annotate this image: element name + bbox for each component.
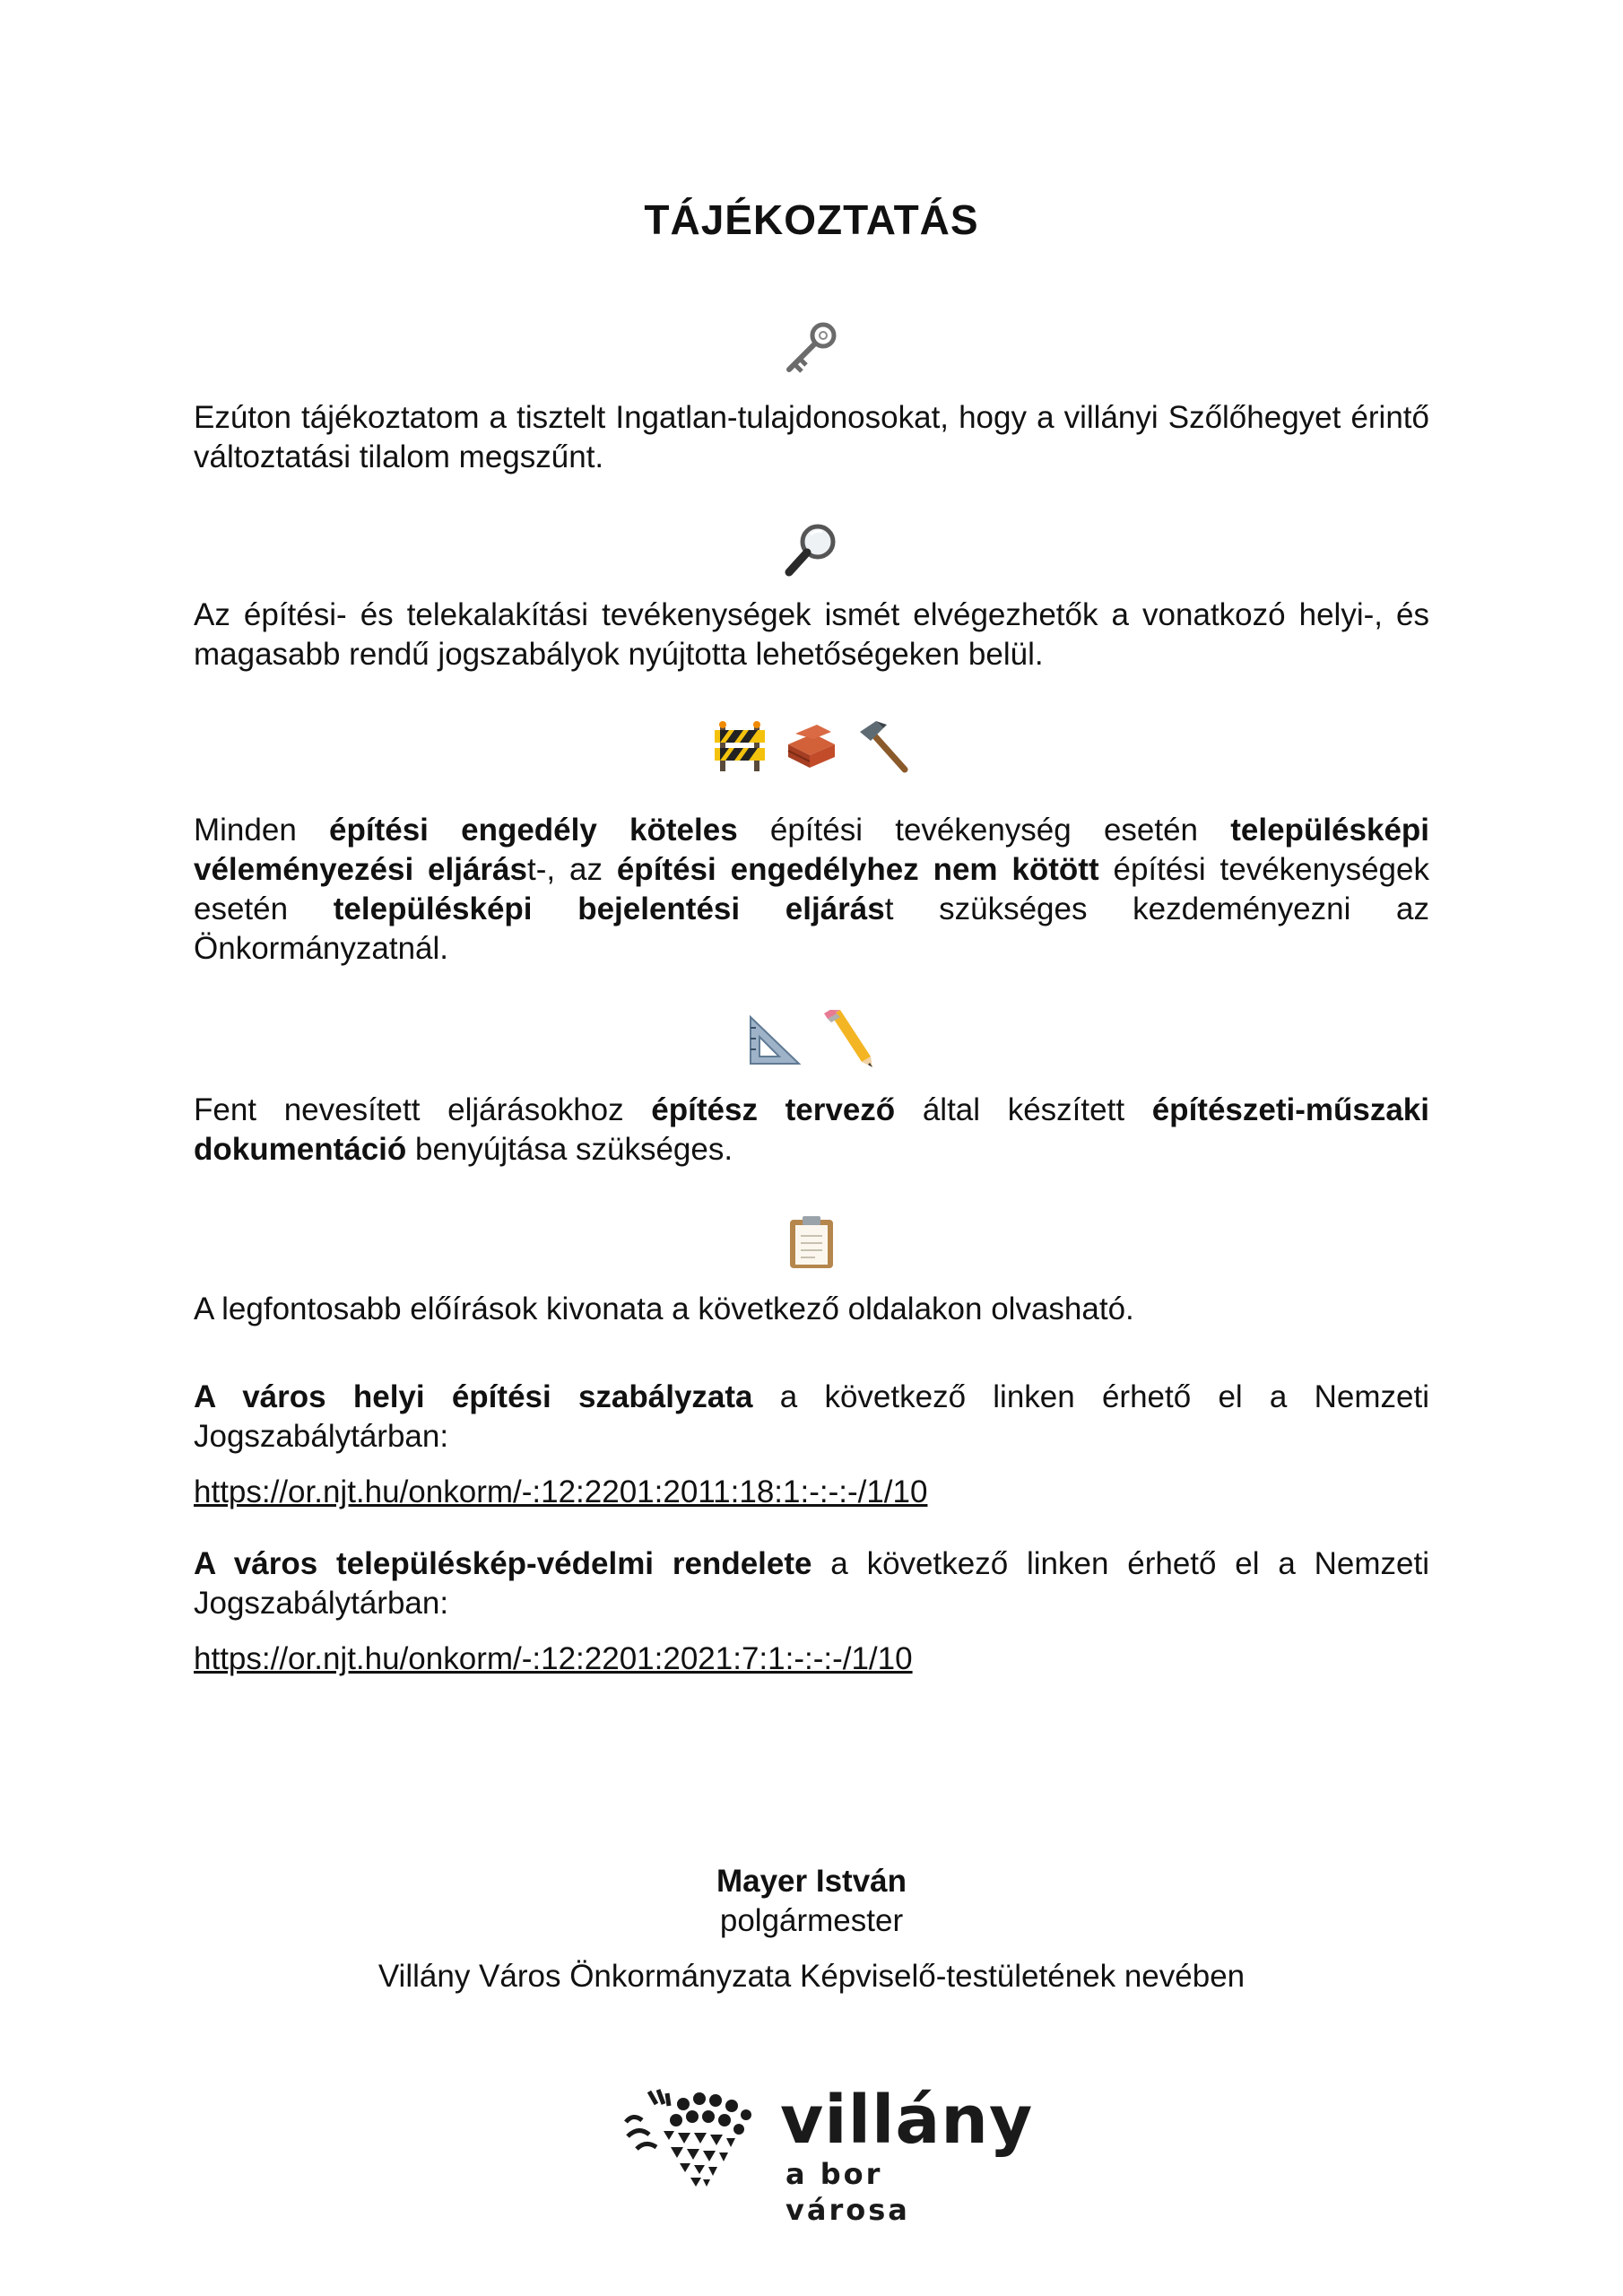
paragraph-6: A város helyi építési szabályzata a következő linken érhető el a Nemzeti Jogszabálytárban: xyxy=(194,1379,1429,1454)
page-title: TÁJÉKOZTATÁS xyxy=(644,196,979,243)
triangular-ruler-icon xyxy=(747,1010,804,1067)
paragraph-5: A legfontosabb előírások kivonata a következő oldalakon olvasható. xyxy=(194,1292,1134,1326)
magnifying-glass-icon xyxy=(780,518,843,581)
pencil-icon xyxy=(819,1010,876,1067)
paragraph-1: Ezúton tájékoztatom a tisztelt Ingatlan-tulajdonosokat, hogy a villányi Szőlőhegyet érintő változtatási tilalom megszűnt. xyxy=(194,400,1429,474)
paragraph-7: A város településkép-védelmi rendelete a következő linken érhető el a Nemzeti Jogszabálytárban: xyxy=(194,1546,1429,1621)
paragraph-4: Fent nevesített eljárásokhoz építész tervező által készített építészeti-műszaki dokumentáció benyújtása szükséges. xyxy=(194,1092,1429,1167)
paragraph-2: Az építési- és telekalakítási tevékenységek ismét elvégezhetők a vonatkozó helyi-, és magasabb rendű jogszabályok nyújtotta lehetőségeken belül. xyxy=(194,597,1429,672)
signature-on-behalf: Villány Város Önkormányzata Képviselő-testületének nevében xyxy=(378,1959,1245,1994)
key-icon-row xyxy=(0,317,1623,380)
logo-wordmark: villány xyxy=(780,2082,1034,2159)
villany-heart-mark xyxy=(619,2086,771,2194)
key-icon xyxy=(780,317,843,380)
logo-tagline: a bor városa xyxy=(785,2157,910,2227)
signature-name: Mayer István xyxy=(716,1864,907,1899)
townscape-protection-decree-link[interactable]: https://or.njt.hu/onkorm/-:12:2201:2021:7:1:-:-:-/1/10 xyxy=(194,1641,913,1676)
bricks-icon xyxy=(783,718,840,775)
construction-icon-row xyxy=(0,718,1623,780)
clipboard-icon-row xyxy=(0,1213,1623,1275)
magnifier-icon-row xyxy=(0,518,1623,581)
signature-role: polgármester xyxy=(719,1903,904,1938)
construction-barrier-icon xyxy=(711,718,768,775)
paragraph-3: Minden építési engedély köteles építési tevékenység esetén településképi véleményezési eljárást-, az építési engedélyhez nem kötött építési tevékenységek esetén településképi bejelentési eljárást szükséges kezdeményezni az Önkormányzatnál. xyxy=(194,813,1430,966)
clipboard-icon xyxy=(783,1213,840,1270)
villany-logo xyxy=(619,2082,1034,2227)
drafting-icon-row xyxy=(0,1010,1623,1073)
local-building-code-link[interactable]: https://or.njt.hu/onkorm/-:12:2201:2011:18:1:-:-:-/1/10 xyxy=(194,1474,928,1509)
hammer-icon xyxy=(855,718,912,775)
